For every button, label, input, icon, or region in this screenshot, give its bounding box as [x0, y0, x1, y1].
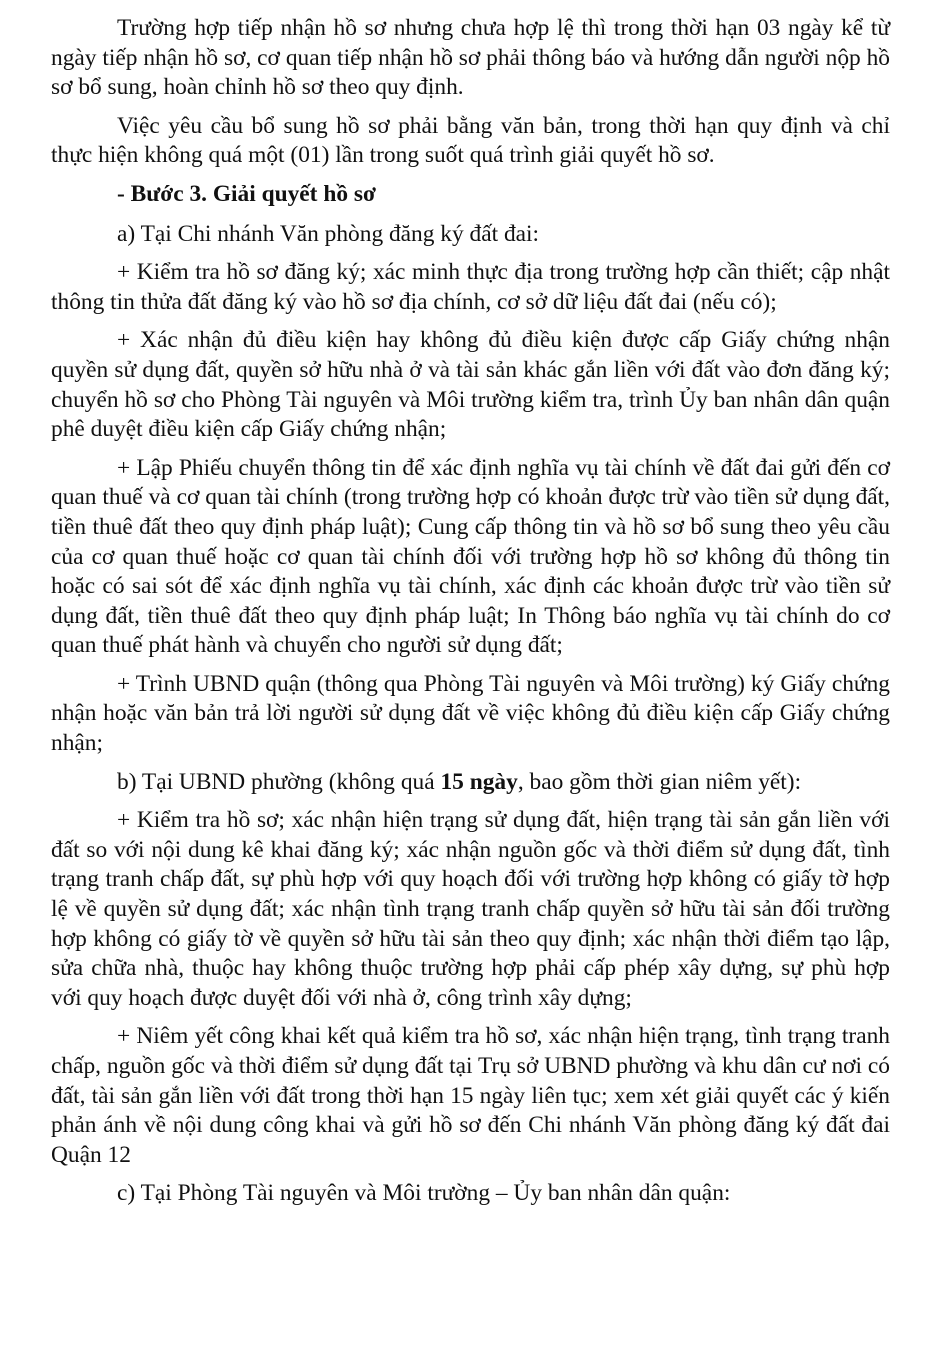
- section-heading-step-3: - Bước 3. Giải quyết hồ sơ: [117, 180, 376, 207]
- list-item-check-dossier: + Kiểm tra hồ sơ đăng ký; xác minh thực địa trong trường hợp cần thiết; cập nhật thông tin thửa đất đăng ký vào hồ sơ địa chính, cơ sở dữ liệu đất đai (nếu có);: [51, 259, 890, 315]
- subsection-b-heading: [51, 768, 890, 798]
- subsection-a-heading: a) Tại Chi nhánh Văn phòng đăng ký đất đai:: [117, 220, 540, 247]
- list-item-ward-verification: + Kiểm tra hồ sơ; xác nhận hiện trạng sử dụng đất, hiện trạng tài sản gắn liền với đất so với nội dung kê khai đăng ký; xác nhận nguồn gốc và thời điểm sử dụng đất, tình trạng tranh chấp đất, sự phù hợp với quy hoạch đối với trường hợp không có giấy tờ hợp lệ về quyền sử dụng đất; xác nhận tình trạng tranh chấp quyền sở hữu tài sản đối trường hợp không có giấy tờ về quyền sở hữu tài sản theo quy định; xác nhận thời điểm tạo lập, sửa chữa nhà, thuộc hay không thuộc trường hợp phải cấp phép xây dựng, sự phù hợp với quy hoạch được duyệt đối với nhà ở, công trình xây dựng;: [51, 807, 890, 1011]
- subsection-b-text-after: , bao gồm thời gian niêm yết):: [517, 768, 802, 795]
- paragraph-supplement-request: Việc yêu cầu bổ sung hồ sơ phải bằng văn bản, trong thời hạn quy định và chỉ thực hiện không quá một (01) lần trong suốt quá trình giải quyết hồ sơ.: [51, 112, 890, 169]
- subsection-b-text-before: b) Tại UBND phường (không quá: [117, 768, 441, 795]
- paragraph-incomplete-dossier: Trường hợp tiếp nhận hồ sơ nhưng chưa hợp lệ thì trong thời hạn 03 ngày kể từ ngày tiếp nhận hồ sơ, cơ quan tiếp nhận hồ sơ phải thông báo và hướng dẫn người nộp hồ sơ bổ sung, hoàn chỉnh hồ sơ theo quy định.: [51, 15, 890, 101]
- list-item-public-posting: + Niêm yết công khai kết quả kiểm tra hồ sơ, xác nhận hiện trạng, tình trạng tranh chấp, nguồn gốc và thời điểm sử dụng đất tại Trụ sở UBND phường và khu dân cư nơi có đất, tài sản gắn liền với đất trong thời hạn 15 ngày liên tục; xem xét giải quyết các ý kiến phản ánh về nội dung công khai và gửi hồ sơ đến Chi nhánh Văn phòng đăng ký đất đai Quận 12: [51, 1023, 890, 1168]
- subsection-c-heading: c) Tại Phòng Tài nguyên và Môi trường – Ủy ban nhân dân quận:: [117, 1180, 731, 1207]
- subsection-b-deadline: 15 ngày: [440, 768, 518, 795]
- list-item-transfer-information: + Lập Phiếu chuyển thông tin để xác định nghĩa vụ tài chính về đất đai gửi đến cơ quan thuế và cơ quan tài chính (trong trường hợp có khoản được trừ vào tiền sử dụng đất, tiền thuê đất theo quy định pháp luật); Cung cấp thông tin và hồ sơ bổ sung theo yêu cầu của cơ quan thuế hoặc cơ quan tài chính đối với trường hợp hồ sơ không đủ thông tin hoặc có sai sót để xác định nghĩa vụ tài chính, xác định các khoản được trừ vào tiền sử dụng đất, tiền thuê đất theo quy định pháp luật; In Thông báo nghĩa vụ tài chính do cơ quan thuế phát hành và chuyển cho người sử dụng đất;: [51, 454, 890, 659]
- list-item-submit-to-district: + Trình UBND quận (thông qua Phòng Tài nguyên và Môi trường) ký Giấy chứng nhận hoặc văn bản trả lời người sử dụng đất về việc không đủ điều kiện cấp Giấy chứng nhận;: [51, 670, 890, 757]
- list-item-confirm-eligibility: + Xác nhận đủ điều kiện hay không đủ điều kiện được cấp Giấy chứng nhận quyền sử dụng đất, quyền sở hữu nhà ở và tài sản khác gắn liền với đất vào đơn đăng ký; chuyển hồ sơ cho Phòng Tài nguyên và Môi trường kiểm tra, trình Ủy ban nhân dân quận phê duyệt điều kiện cấp Giấy chứng nhận;: [51, 327, 890, 443]
